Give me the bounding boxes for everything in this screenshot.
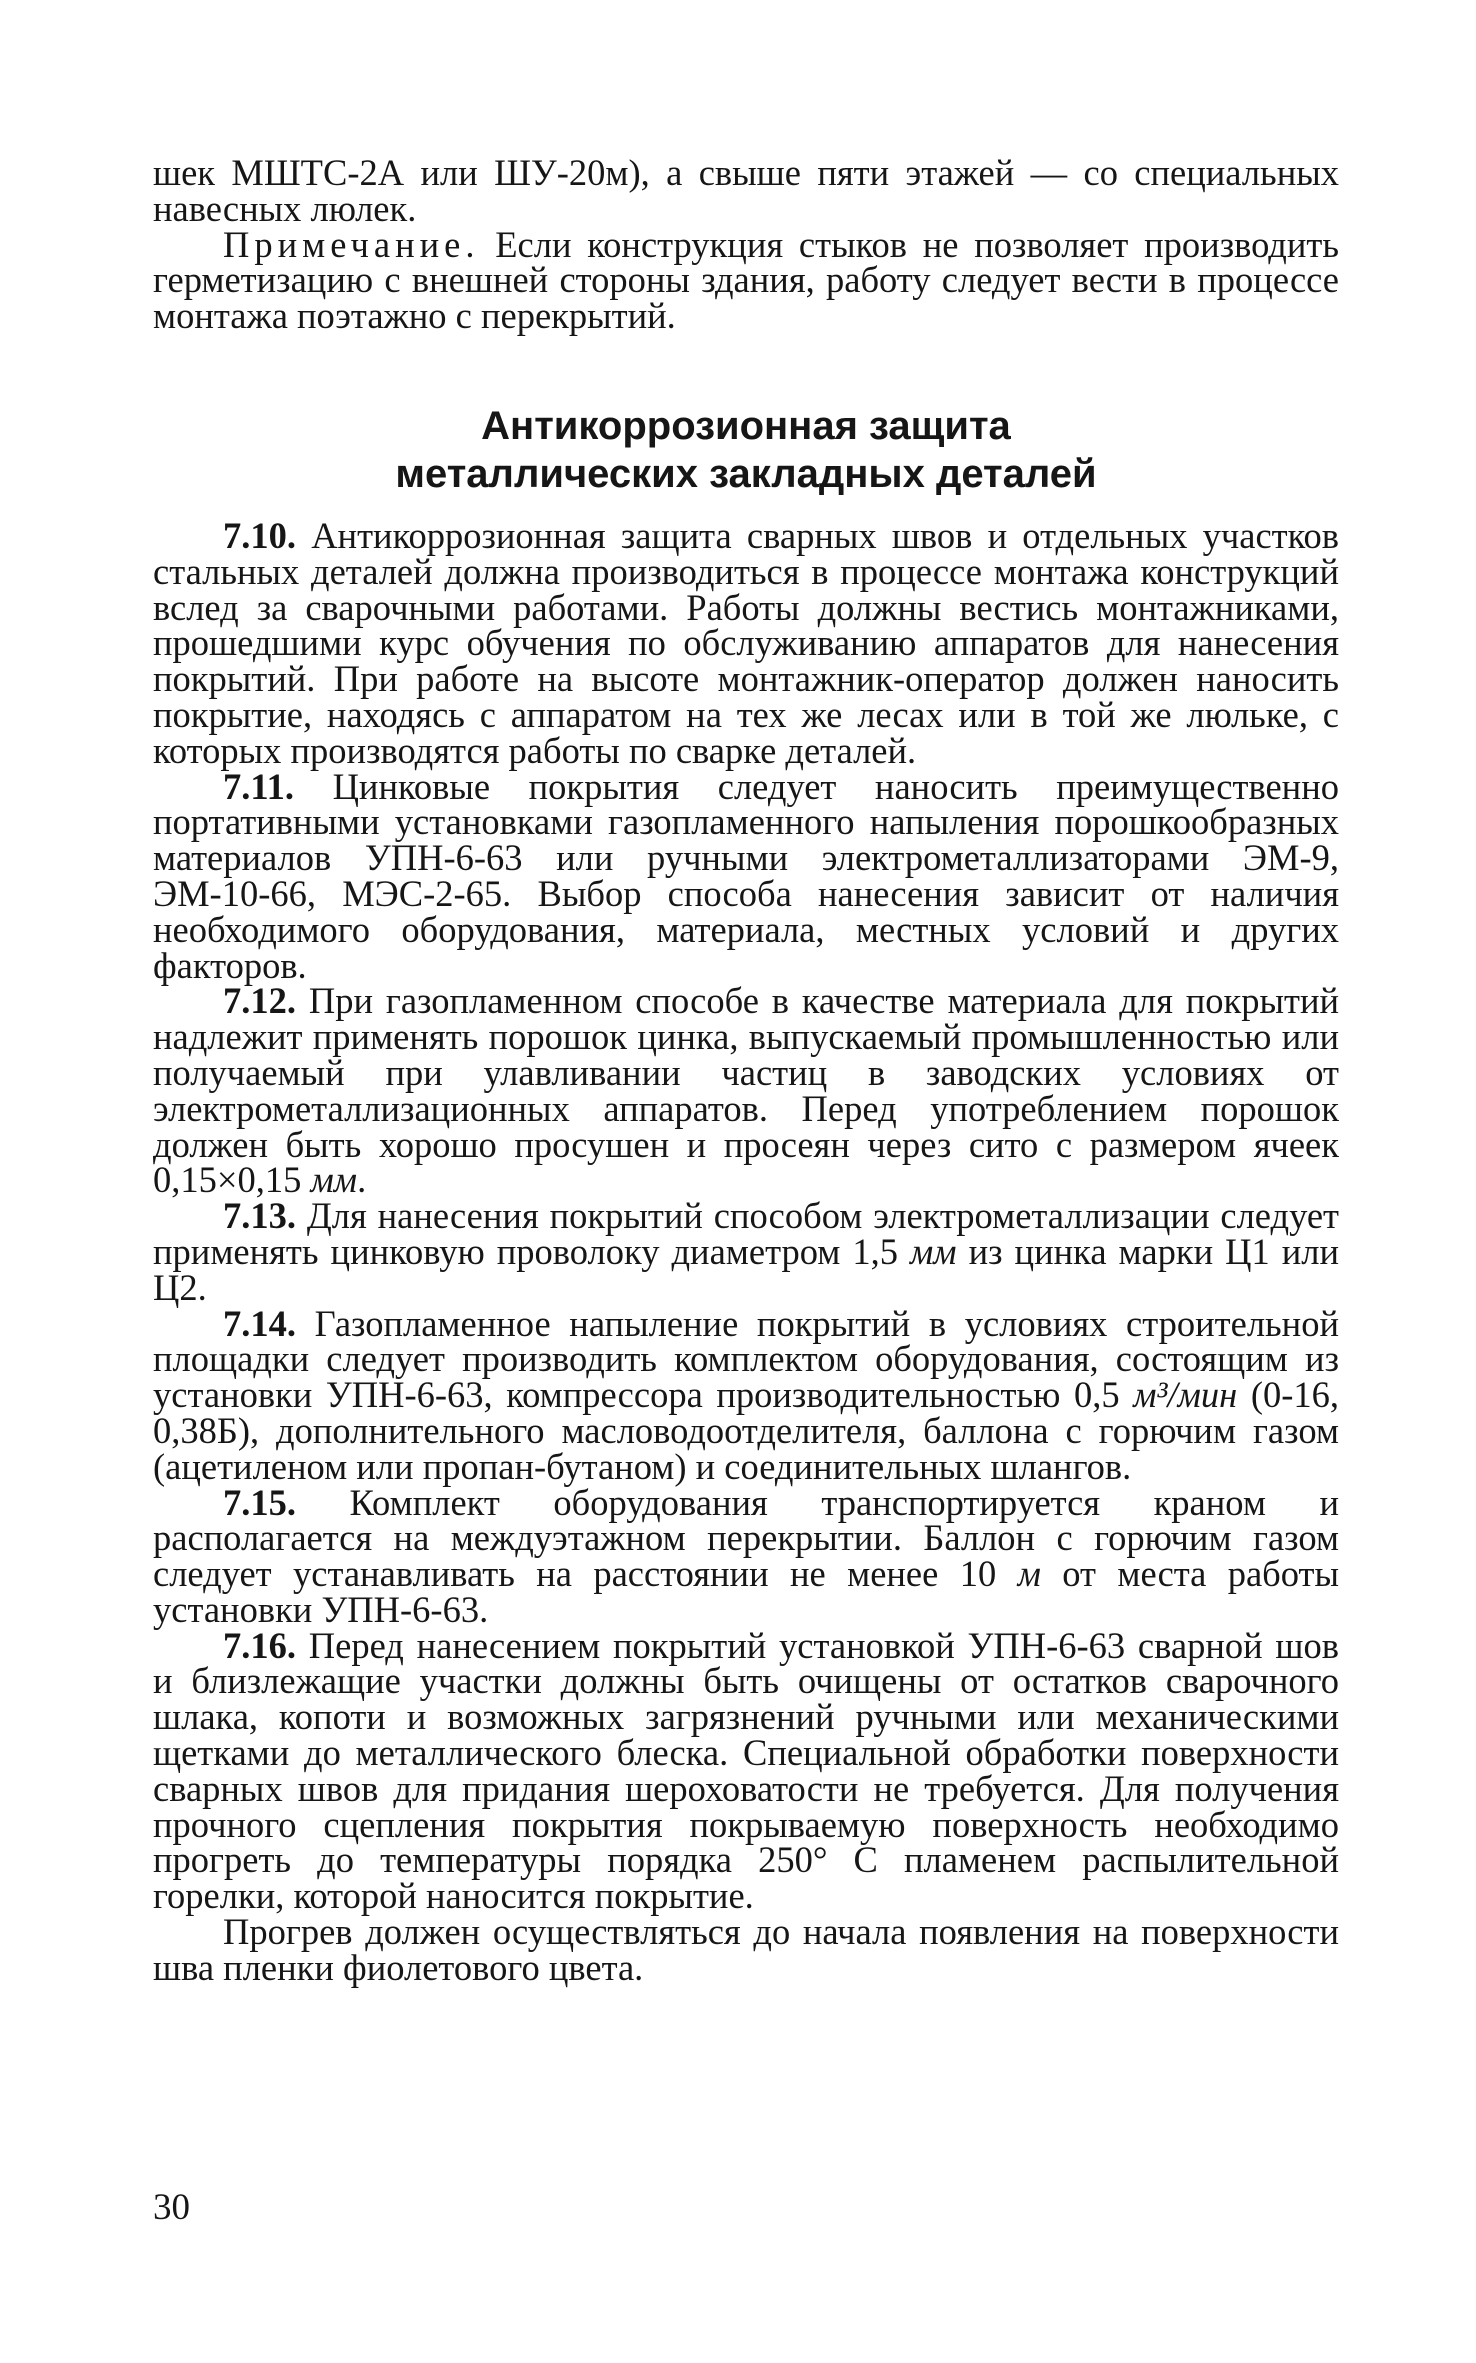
unit-label: мм [310,1159,358,1201]
clause-7-16 [153,1624,1339,1917]
clause-text: При газопламенном способе в качестве материала для покрытий надлежит применять порошок цинка, выпускаемый промышленностью или получаемый при улавливании частиц в заводских условиях от электрометаллизационных аппаратов. Перед употреблением порошок должен быть хорошо просушен и просеян через сито с размером ячеек 0,15×0,15 [153,980,1340,1201]
section-heading [153,402,1339,498]
clause-7-13 [153,1195,1339,1308]
heading-line-2: металлических закладных деталей [395,451,1097,496]
clause-tail: . [357,1159,367,1201]
clause-number: 7.16. [223,1624,296,1666]
clause-text: Для нанесения покрытий способом электрометаллизации следует применять цинковую проволоку диаметром 1,5 [153,1195,1339,1272]
closing-paragraph [153,1911,1339,1988]
closing-text: Прогрев должен осуществляться до начала появления на поверхности шва пленки фиолетового цвета. [153,1911,1339,1988]
clause-text: Газопламенное напыление покрытий в условиях строительной площадки следует производить комплектом оборудования, состоящим из установки УПН-6-63, компрессора производительностью 0,5 [153,1302,1339,1416]
clause-tail: от места работы установки УПН-6-63. [153,1553,1339,1630]
intro-text: шек МШТС-2А или ШУ-20м), а свыше пяти этажей — со специальных навесных люлек. [153,152,1339,229]
note-label: Примечание. [223,223,480,265]
clause-text: Антикоррозионная защита сварных швов и отдельных участков стальных деталей должна производиться в процессе монтажа конструкций вслед за сварочными работами. Работы должны вестись монтажниками, прошедшими курс обучения по обслуживанию аппаратов для нанесения покрытий. При работе на высоте монтажник-оператор должен наносить покрытие, находясь с аппаратом на тех же лесах или в той же люльке, с которых производятся работы по сварке деталей. [153,514,1339,771]
clause-text: Комплект оборудования транспортируется краном и располагается на междуэтажном перекрытии. Баллон с горючим газом следует устанавливать на расстоянии не менее 10 [153,1481,1339,1595]
clause-number: 7.13. [223,1195,296,1237]
note-paragraph [153,223,1339,337]
clause-tail: (0-16, 0,38Б), дополнительного масловодоотделителя, баллона с горючим газом (ацетиленом или пропан-бутаном) и соединительных шлангов. [153,1374,1340,1487]
heading-line-1: Антикоррозионная защита [481,403,1011,448]
clause-number: 7.12. [223,980,296,1022]
clause-number: 7.10. [223,514,296,556]
unit-label: м [1017,1553,1041,1595]
clause-tail: из цинка марки Ц1 или Ц2. [153,1230,1339,1308]
clause-text: Цинковые покрытия следует наносить преимущественно портативными установками газопламенного напыления порошкообразных материалов УПН-6-63 или ручными электрометаллизаторами ЭМ-9, ЭМ-10-66, МЭС-2-65. Выбор способа нанесения зависит от наличия необходимого оборудования, материала, местных условий и других факторов. [153,765,1340,986]
page-number: 30 [153,2187,190,2228]
clause-number: 7.15. [223,1481,296,1523]
unit-label: мм [910,1230,957,1272]
clause-text: Перед нанесением покрытий установкой УПН-6-63 сварной шов и близлежащие участки должны быть очищены от остатков сварочного шлака, копоти и возможных загрязнений ручными или механическими щетками до металлического блеска. Специальной обработки поверхности сварных швов для придания шероховатости не требуется. Для получения прочного сцепления покрытия покрываемую поверхность необходимо прогреть до температуры порядка 250° С пламенем распылительной горелки, которой наносится покрытие. [153,1624,1339,1917]
clause-number: 7.14. [223,1302,296,1344]
clause-7-10 [153,514,1339,771]
unit-label: м³/мин [1133,1374,1238,1416]
clause-7-14 [153,1302,1340,1487]
clause-7-15 [153,1481,1339,1630]
intro-paragraph [153,152,1339,229]
clause-7-11 [153,765,1340,986]
clause-7-12 [153,980,1340,1201]
document-page [153,152,1340,1988]
note-text: Если конструкция стыков не позволяет производить герметизацию с внешней стороны здания, работу следует вести в процессе монтажа поэтажно с перекрытий. [153,223,1339,337]
clause-number: 7.11. [223,765,294,807]
